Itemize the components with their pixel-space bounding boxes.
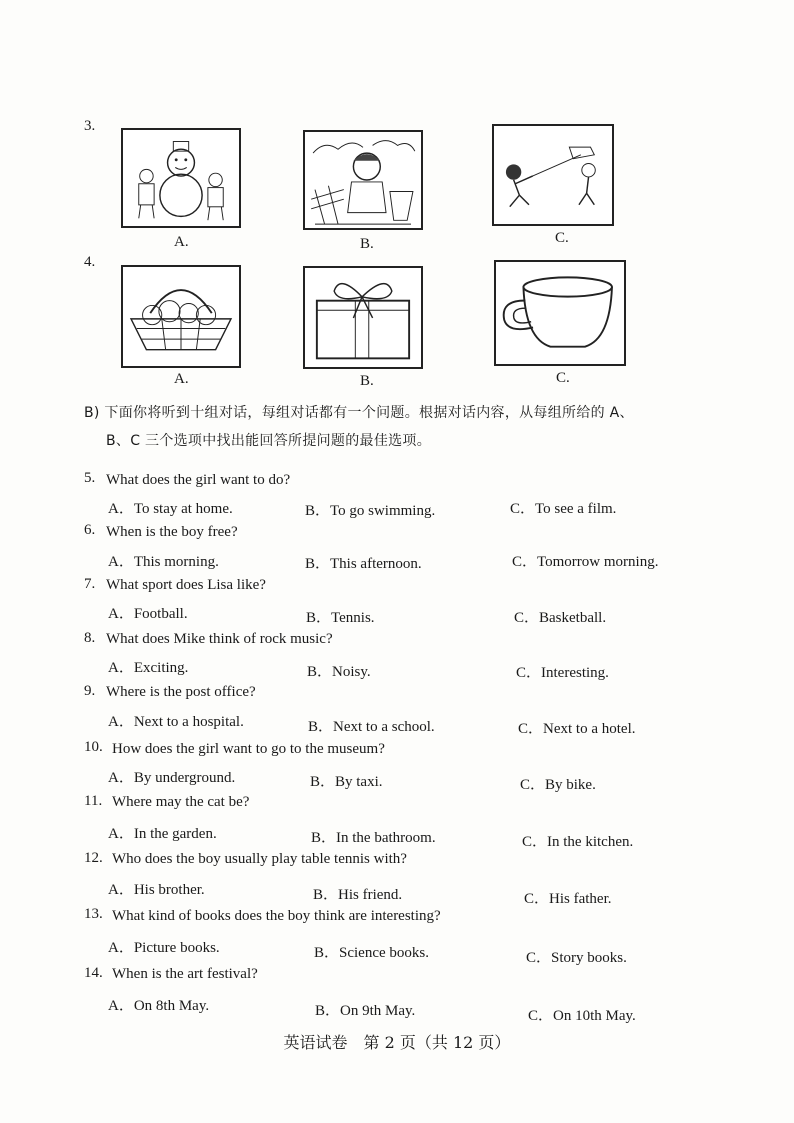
question-number: 13. <box>84 906 103 922</box>
picture-fruit-basket <box>121 265 241 368</box>
question-number: 6. <box>84 522 96 538</box>
question-number: 11. <box>84 793 103 809</box>
fruit-basket-icon <box>123 267 239 366</box>
option-b: B．In the bathroom. <box>311 830 436 846</box>
cup-icon <box>496 262 624 364</box>
option-c: C．By bike. <box>520 777 596 793</box>
question-number: 14. <box>84 965 103 981</box>
option-a: A．On 8th May. <box>108 998 210 1014</box>
instruction-line: B) 下面你将听到十组对话，每组对话都有一个问题。根据对话内容，从每组所给的 A、 <box>84 405 634 421</box>
question-number: 7. <box>84 576 96 592</box>
picture-label: B. <box>360 373 374 389</box>
option-c: C．Interesting. <box>516 665 609 681</box>
option-c: C．His father. <box>524 891 612 907</box>
option-a: A．To stay at home. <box>108 501 233 517</box>
option-a: A．In the garden. <box>108 826 217 842</box>
option-b: B．By taxi. <box>310 774 383 790</box>
option-b: B．On 9th May. <box>315 1003 416 1019</box>
page-footer: 英语试卷 第 2 页（共 12 页） <box>283 1033 511 1052</box>
option-a: A．Next to a hospital. <box>108 714 244 730</box>
snowman-icon <box>123 130 239 226</box>
option-b: B．Tennis. <box>306 610 375 626</box>
option-c: C．In the kitchen. <box>522 834 634 850</box>
picture-girl-garden <box>303 130 423 230</box>
question-3-number: 3. <box>84 118 96 134</box>
question-text: When is the boy free? <box>106 524 238 540</box>
option-b: B．Next to a school. <box>308 719 435 735</box>
option-b: B．Noisy. <box>307 664 371 680</box>
question-text: Where may the cat be? <box>112 794 250 810</box>
question-4-number: 4. <box>84 254 96 270</box>
girl-garden-icon <box>305 132 421 228</box>
question-text: Where is the post office? <box>106 684 256 700</box>
option-a: A．His brother. <box>108 882 205 898</box>
question-text: What kind of books does the boy think are interesting? <box>112 908 441 924</box>
picture-kite-flying <box>492 124 614 226</box>
picture-label: A. <box>174 371 189 387</box>
option-c: C．Tomorrow morning. <box>512 554 659 570</box>
option-b: B．Science books. <box>314 945 429 961</box>
question-text: What does Mike think of rock music? <box>106 631 333 647</box>
option-a: A．Exciting. <box>108 660 189 676</box>
option-c: C．To see a film. <box>510 501 617 517</box>
option-a: A．Picture books. <box>108 940 220 956</box>
picture-label: C. <box>555 230 569 246</box>
instruction-line: B、C 三个选项中找出能回答所提问题的最佳选项。 <box>106 433 432 449</box>
question-number: 12. <box>84 850 103 866</box>
picture-cup <box>494 260 626 366</box>
picture-snowman <box>121 128 241 228</box>
option-c: C．Next to a hotel. <box>518 721 636 737</box>
question-number: 9. <box>84 683 96 699</box>
question-text: What sport does Lisa like? <box>106 577 266 593</box>
question-text: When is the art festival? <box>112 966 258 982</box>
kite-flying-icon <box>494 126 612 224</box>
picture-label: A. <box>174 234 189 250</box>
option-c: C．Story books. <box>526 950 627 966</box>
picture-gift-box <box>303 266 423 369</box>
question-text: What does the girl want to do? <box>106 472 291 488</box>
option-c: C．Basketball. <box>514 610 607 626</box>
question-text: Who does the boy usually play table tennis with? <box>112 851 407 867</box>
option-b: B．This afternoon. <box>305 556 422 572</box>
question-text: How does the girl want to go to the museum? <box>112 741 385 757</box>
question-number: 8. <box>84 630 96 646</box>
option-a: A．By underground. <box>108 770 236 786</box>
option-b: B．His friend. <box>313 887 403 903</box>
option-c: C．On 10th May. <box>528 1008 636 1024</box>
question-number: 10. <box>84 739 103 755</box>
question-number: 5. <box>84 470 96 486</box>
picture-label: B. <box>360 236 374 252</box>
picture-label: C. <box>556 370 570 386</box>
gift-box-icon <box>305 268 421 367</box>
option-b: B．To go swimming. <box>305 503 436 519</box>
option-a: A．This morning. <box>108 554 219 570</box>
option-a: A．Football. <box>108 606 188 622</box>
